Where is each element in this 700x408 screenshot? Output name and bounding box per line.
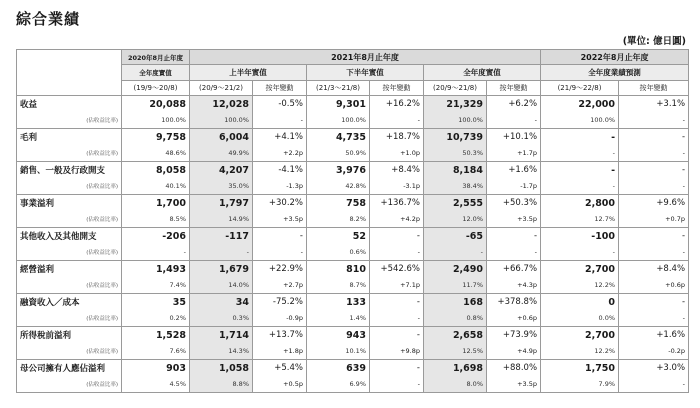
table-row <box>17 96 689 113</box>
ratio-fy2022: - <box>541 145 619 162</box>
ratio-h1: 0.3% <box>190 310 253 327</box>
table-row-ratio <box>17 244 689 261</box>
ratio-fy2021-yoy: - <box>487 112 541 129</box>
table-row-ratio <box>17 277 689 294</box>
cell-fy2022: -100 <box>541 228 619 245</box>
row-sublabel: (佔收益比率) <box>17 343 122 360</box>
header-fy2022: 2022年8月止年度 <box>541 50 689 65</box>
ratio-fy2021: 12.5% <box>424 343 487 360</box>
ratio-h1-yoy: +2.2p <box>253 145 307 162</box>
period-h1: (20/9～21/2) <box>190 81 253 96</box>
cell-fy2021-yoy: +378.8% <box>487 294 541 311</box>
ratio-fy2021-yoy: +4.9p <box>487 343 541 360</box>
table-row <box>17 261 689 278</box>
ratio-fy2021: 12.0% <box>424 211 487 228</box>
cell-fy2021: 21,329 <box>424 96 487 113</box>
ratio-h1: 14.9% <box>190 211 253 228</box>
cell-fy2021-yoy: +6.2% <box>487 96 541 113</box>
ratio-fy2021: 0.8% <box>424 310 487 327</box>
cell-fy2021: 2,658 <box>424 327 487 344</box>
cell-h1: 4,207 <box>190 162 253 179</box>
ratio-fy2022-yoy: +0.6p <box>619 277 689 294</box>
cell-h1-yoy: -75.2% <box>253 294 307 311</box>
table-row-ratio <box>17 343 689 360</box>
ratio-fy2021-yoy: +3.5p <box>487 376 541 393</box>
cell-h1: 6,004 <box>190 129 253 146</box>
ratio-h1-yoy: -0.9p <box>253 310 307 327</box>
ratio-h1: 100.0% <box>190 112 253 129</box>
cell-fy2022-yoy: +3.0% <box>619 360 689 377</box>
ratio-h1: 8.8% <box>190 376 253 393</box>
cell-fy2022-yoy: +9.6% <box>619 195 689 212</box>
ratio-h2: 0.6% <box>307 244 370 261</box>
ratio-h2: 1.4% <box>307 310 370 327</box>
cell-fy2021-yoy: +73.9% <box>487 327 541 344</box>
unit-note: (單位: 億日圓) <box>622 36 686 47</box>
row-label: 其他收入及其他開支 <box>17 228 122 245</box>
cell-fy2022: 2,800 <box>541 195 619 212</box>
cell-h1: -117 <box>190 228 253 245</box>
ratio-fy2022: 100.0% <box>541 112 619 129</box>
yoy-h1: 按年變動 <box>253 81 307 96</box>
ratio-fy2022-yoy: - <box>619 145 689 162</box>
ratio-fy2020: 40.1% <box>122 178 190 195</box>
period-h2: (21/3～21/8) <box>307 81 370 96</box>
ratio-fy2020: 7.6% <box>122 343 190 360</box>
cell-h2: 9,301 <box>307 96 370 113</box>
cell-h2-yoy: - <box>370 228 424 245</box>
ratio-fy2022: - <box>541 178 619 195</box>
cell-fy2021: 1,698 <box>424 360 487 377</box>
cell-fy2021: 2,555 <box>424 195 487 212</box>
ratio-fy2021: 50.3% <box>424 145 487 162</box>
table-row <box>17 228 689 245</box>
ratio-h2-yoy: - <box>370 310 424 327</box>
ratio-fy2022-yoy: - <box>619 310 689 327</box>
header-h2-actual: 下半年實值 <box>307 65 424 81</box>
cell-fy2022-yoy: - <box>619 129 689 146</box>
cell-h2: 3,976 <box>307 162 370 179</box>
ratio-fy2020: 0.2% <box>122 310 190 327</box>
cell-fy2020: 1,700 <box>122 195 190 212</box>
cell-h1-yoy: - <box>253 228 307 245</box>
ratio-fy2021: 8.0% <box>424 376 487 393</box>
row-label: 經營溢利 <box>17 261 122 278</box>
ratio-h2-yoy: +9.8p <box>370 343 424 360</box>
cell-fy2022: 2,700 <box>541 261 619 278</box>
cell-h2: 4,735 <box>307 129 370 146</box>
cell-fy2020: 8,058 <box>122 162 190 179</box>
header-fy2021-actual: 全年度實值 <box>424 65 541 81</box>
row-label: 事業溢利 <box>17 195 122 212</box>
ratio-fy2021: 11.7% <box>424 277 487 294</box>
row-sublabel: (佔收益比率) <box>17 244 122 261</box>
row-sublabel: (佔收益比率) <box>17 376 122 393</box>
cell-fy2020: 1,528 <box>122 327 190 344</box>
ratio-fy2020: 100.0% <box>122 112 190 129</box>
ratio-h1: 14.3% <box>190 343 253 360</box>
cell-h1-yoy: +22.9% <box>253 261 307 278</box>
table-row-ratio <box>17 376 689 393</box>
cell-fy2021-yoy: +10.1% <box>487 129 541 146</box>
cell-h1: 12,028 <box>190 96 253 113</box>
ratio-fy2022-yoy: -0.2p <box>619 343 689 360</box>
table-row-ratio <box>17 145 689 162</box>
ratio-fy2021-yoy: +1.7p <box>487 145 541 162</box>
cell-h2: 52 <box>307 228 370 245</box>
table-row-ratio <box>17 310 689 327</box>
ratio-fy2022: 12.2% <box>541 343 619 360</box>
cell-h1-yoy: -0.5% <box>253 96 307 113</box>
ratio-h2-yoy: +1.0p <box>370 145 424 162</box>
table-row-ratio <box>17 178 689 195</box>
row-sublabel: (佔收益比率) <box>17 112 122 129</box>
row-sublabel: (佔收益比率) <box>17 310 122 327</box>
cell-fy2022: 22,000 <box>541 96 619 113</box>
table-row <box>17 129 689 146</box>
row-label: 收益 <box>17 96 122 113</box>
ratio-fy2020: 8.5% <box>122 211 190 228</box>
ratio-h1: 14.0% <box>190 277 253 294</box>
ratio-fy2022: 0.0% <box>541 310 619 327</box>
cell-h2-yoy: - <box>370 294 424 311</box>
table-row <box>17 195 689 212</box>
cell-fy2020: 903 <box>122 360 190 377</box>
ratio-fy2021-yoy: - <box>487 244 541 261</box>
cell-fy2020: 20,088 <box>122 96 190 113</box>
ratio-h2-yoy: - <box>370 244 424 261</box>
cell-h1: 1,714 <box>190 327 253 344</box>
cell-fy2022: - <box>541 162 619 179</box>
cell-h2-yoy: +136.7% <box>370 195 424 212</box>
ratio-fy2020: 4.5% <box>122 376 190 393</box>
page-title: 綜合業績 <box>16 10 81 28</box>
ratio-fy2021-yoy: +3.5p <box>487 211 541 228</box>
cell-h2: 810 <box>307 261 370 278</box>
header-fy2021: 2021年8月止年度 <box>190 50 541 65</box>
cell-fy2021: 2,490 <box>424 261 487 278</box>
ratio-h2: 8.2% <box>307 211 370 228</box>
ratio-fy2021: - <box>424 244 487 261</box>
header-fy2020: 2020年8月止年度 <box>122 50 190 65</box>
row-label: 所得稅前溢利 <box>17 327 122 344</box>
cell-fy2022: 2,700 <box>541 327 619 344</box>
ratio-h1-yoy: +0.5p <box>253 376 307 393</box>
header-corner <box>17 50 122 96</box>
cell-h2-yoy: - <box>370 327 424 344</box>
cell-h1: 1,679 <box>190 261 253 278</box>
ratio-fy2022: 12.2% <box>541 277 619 294</box>
cell-h1-yoy: +4.1% <box>253 129 307 146</box>
row-sublabel: (佔收益比率) <box>17 178 122 195</box>
ratio-fy2021: 38.4% <box>424 178 487 195</box>
cell-fy2020: 1,493 <box>122 261 190 278</box>
cell-fy2021: -65 <box>424 228 487 245</box>
cell-h2: 943 <box>307 327 370 344</box>
cell-fy2022: 1,750 <box>541 360 619 377</box>
cell-fy2022: 0 <box>541 294 619 311</box>
ratio-h1: - <box>190 244 253 261</box>
row-sublabel: (佔收益比率) <box>17 277 122 294</box>
ratio-fy2022-yoy: - <box>619 178 689 195</box>
cell-fy2021: 10,739 <box>424 129 487 146</box>
cell-fy2022-yoy: - <box>619 162 689 179</box>
cell-fy2021-yoy: - <box>487 228 541 245</box>
cell-h2: 133 <box>307 294 370 311</box>
cell-h2-yoy: +8.4% <box>370 162 424 179</box>
ratio-fy2022: - <box>541 244 619 261</box>
cell-fy2021-yoy: +88.0% <box>487 360 541 377</box>
cell-fy2022-yoy: +1.6% <box>619 327 689 344</box>
ratio-fy2020: 7.4% <box>122 277 190 294</box>
yoy-fy2022: 按年變動 <box>619 81 689 96</box>
cell-fy2021-yoy: +1.6% <box>487 162 541 179</box>
ratio-h2: 42.8% <box>307 178 370 195</box>
cell-h1-yoy: +5.4% <box>253 360 307 377</box>
table-row <box>17 327 689 344</box>
ratio-h1-yoy: +2.7p <box>253 277 307 294</box>
cell-h1: 34 <box>190 294 253 311</box>
table-row <box>17 294 689 311</box>
ratio-fy2021-yoy: +0.6p <box>487 310 541 327</box>
cell-fy2022-yoy: - <box>619 294 689 311</box>
cell-fy2022-yoy: +3.1% <box>619 96 689 113</box>
ratio-h2: 50.9% <box>307 145 370 162</box>
ratio-h1: 35.0% <box>190 178 253 195</box>
ratio-h2: 6.9% <box>307 376 370 393</box>
ratio-h2-yoy: +4.2p <box>370 211 424 228</box>
cell-fy2020: -206 <box>122 228 190 245</box>
yoy-fy2021: 按年變動 <box>487 81 541 96</box>
ratio-h1-yoy: +3.5p <box>253 211 307 228</box>
header-h1-actual: 上半年實值 <box>190 65 307 81</box>
cell-h1-yoy: +30.2% <box>253 195 307 212</box>
ratio-h2: 100.0% <box>307 112 370 129</box>
cell-fy2020: 35 <box>122 294 190 311</box>
ratio-h2-yoy: -3.1p <box>370 178 424 195</box>
ratio-fy2022-yoy: +0.7p <box>619 211 689 228</box>
cell-fy2022: - <box>541 129 619 146</box>
cell-fy2021: 8,184 <box>424 162 487 179</box>
row-label: 融資收入／成本 <box>17 294 122 311</box>
cell-h2-yoy: +16.2% <box>370 96 424 113</box>
cell-h1: 1,058 <box>190 360 253 377</box>
cell-h2-yoy: +542.6% <box>370 261 424 278</box>
cell-h2: 758 <box>307 195 370 212</box>
ratio-h1-yoy: +1.8p <box>253 343 307 360</box>
ratio-fy2022-yoy: - <box>619 376 689 393</box>
period-fy2021: (20/9～21/8) <box>424 81 487 96</box>
header-fy2020-actual: 全年度實值 <box>122 65 190 81</box>
table-row-ratio <box>17 112 689 129</box>
ratio-h2-yoy: - <box>370 112 424 129</box>
ratio-h1-yoy: - <box>253 244 307 261</box>
ratio-h2: 8.7% <box>307 277 370 294</box>
ratio-fy2022: 12.7% <box>541 211 619 228</box>
cell-fy2022-yoy: +8.4% <box>619 261 689 278</box>
cell-fy2022-yoy: - <box>619 228 689 245</box>
ratio-fy2020: - <box>122 244 190 261</box>
yoy-h2: 按年變動 <box>370 81 424 96</box>
ratio-fy2022: 7.9% <box>541 376 619 393</box>
cell-h1: 1,797 <box>190 195 253 212</box>
ratio-fy2021: 100.0% <box>424 112 487 129</box>
table-row <box>17 162 689 179</box>
cell-h1-yoy: -4.1% <box>253 162 307 179</box>
cell-h1-yoy: +13.7% <box>253 327 307 344</box>
cell-h2-yoy: - <box>370 360 424 377</box>
results-table <box>16 49 689 393</box>
ratio-h1: 49.9% <box>190 145 253 162</box>
cell-fy2020: 9,758 <box>122 129 190 146</box>
ratio-h2: 10.1% <box>307 343 370 360</box>
row-sublabel: (佔收益比率) <box>17 145 122 162</box>
cell-h2-yoy: +18.7% <box>370 129 424 146</box>
ratio-fy2022-yoy: - <box>619 244 689 261</box>
row-label: 毛利 <box>17 129 122 146</box>
period-fy2022: (21/9～22/8) <box>541 81 619 96</box>
ratio-fy2021-yoy: +4.3p <box>487 277 541 294</box>
cell-fy2021-yoy: +50.3% <box>487 195 541 212</box>
cell-fy2021: 168 <box>424 294 487 311</box>
ratio-fy2021-yoy: -1.7p <box>487 178 541 195</box>
cell-h2: 639 <box>307 360 370 377</box>
ratio-h1-yoy: -1.3p <box>253 178 307 195</box>
row-label: 銷售、一般及行政開支 <box>17 162 122 179</box>
ratio-h1-yoy: - <box>253 112 307 129</box>
cell-fy2021-yoy: +66.7% <box>487 261 541 278</box>
ratio-fy2022-yoy: - <box>619 112 689 129</box>
header-fy2022-forecast: 全年度業績預測 <box>541 65 689 81</box>
ratio-fy2020: 48.6% <box>122 145 190 162</box>
table-row-ratio <box>17 211 689 228</box>
ratio-h2-yoy: - <box>370 376 424 393</box>
period-fy2020: (19/9～20/8) <box>122 81 190 96</box>
row-label: 母公司擁有人應佔溢利 <box>17 360 122 377</box>
ratio-h2-yoy: +7.1p <box>370 277 424 294</box>
row-sublabel: (佔收益比率) <box>17 211 122 228</box>
table-row <box>17 360 689 377</box>
